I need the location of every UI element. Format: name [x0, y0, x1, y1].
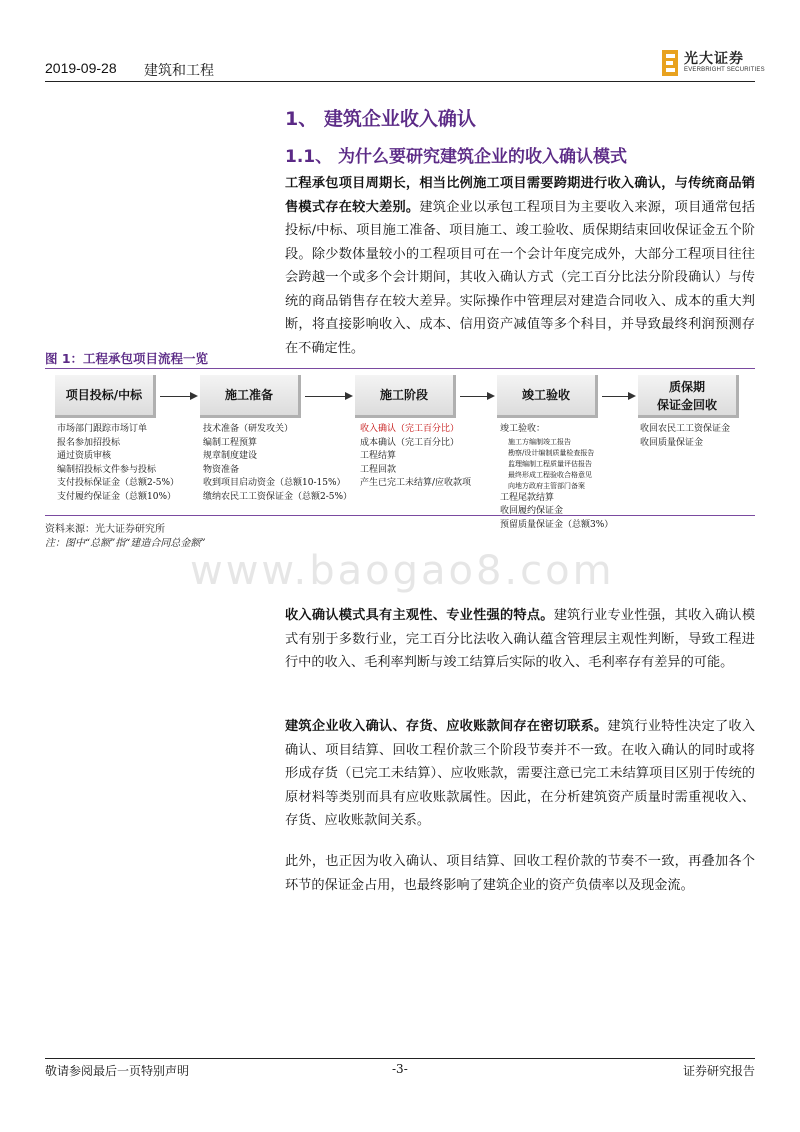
detail-subitem: 施工方编制竣工报告	[508, 437, 571, 446]
detail-subitem: 监理编制工程质量评估报告	[508, 459, 592, 468]
arrow-2-head-icon	[345, 392, 353, 400]
detail-item: 编制工程预算	[203, 437, 258, 448]
stage-construction: 施工阶段	[355, 375, 456, 418]
footer-disclaimer: 敬请参阅最后一页特别声明	[45, 1064, 190, 1078]
figure-source: 资料来源：光大证券研究所	[45, 524, 165, 535]
footer-rule	[45, 1058, 755, 1059]
detail-item: 市场部门跟踪市场订单	[57, 424, 148, 434]
paragraph-2-lead: 收入确认模式具有主观性、专业性强的特点。	[285, 608, 554, 623]
detail-item: 物资准备	[203, 464, 240, 475]
figure-title: 图 1：工程承包项目流程一览	[45, 351, 209, 366]
detail-item: 预留质量保证金（总额3%）	[500, 519, 614, 530]
arrow-3	[460, 396, 489, 397]
watermark: www.baogao8.com	[190, 548, 615, 594]
paragraph-4	[285, 850, 755, 897]
stage-bidding: 项目投标/中标	[55, 375, 156, 418]
paragraph-1-body: 建筑企业以承包工程项目为主要收入来源，项目通常包括投标/中标、项目施工准备、项目施工、竣工验收、质保期结束回收保证金五个阶段。除少数体量较小的工程项目可在一个会计年度完成外，大部分工程项目往往会跨越一个或多个会计期间，其收入确认方式（完工百分比法分阶段确认）与传统的商品销售存在较大差异。实际操作中管理层对建造合同收入、成本的重大判断，将直接影响收入、成本、信用资产减值等多个科目，并导致最终利润预测存在不确定性。	[285, 199, 756, 356]
detail-item: 工程回款	[360, 464, 397, 475]
detail-item: 规章制度建设	[203, 451, 258, 461]
subsection-heading: 1.1、 为什么要研究建筑企业的收入确认模式	[285, 147, 628, 167]
paragraph-3-lead: 建筑企业收入确认、存货、应收账款间存在密切联系。	[285, 719, 608, 734]
detail-item: 竣工验收：	[500, 424, 546, 434]
stage-preparation-details	[203, 423, 352, 504]
detail-item: 报名参加招投标	[57, 437, 121, 448]
arrow-3-head-icon	[487, 392, 495, 400]
detail-subitem: 向地方政府主管部门备案	[508, 481, 585, 490]
detail-item: 缴纳农民工工资保证金（总额2-5%）	[203, 491, 353, 502]
stage-warranty-details	[640, 423, 730, 450]
arrow-4	[602, 396, 630, 397]
detail-item: 收回质量保证金	[640, 437, 704, 448]
arrow-1	[160, 396, 192, 397]
paragraph-3-body: 建筑行业特性决定了收入确认、项目结算、回收工程价款三个阶段节奏并不一致。在收入确认的同时或将形成存货（已完工未结算）、应收账款，需要注意已完工未结算项目区别于传统的原材料等类别而具有应收账款属性。因此，在分析建筑资产质量时需重视收入、存货、应收账款间关系。	[285, 719, 756, 828]
stage-acceptance: 竣工验收	[497, 375, 598, 418]
detail-item: 收到项目启动资金（总额10-15%）	[203, 478, 346, 488]
detail-item: 技术准备（研发攻关）	[203, 424, 294, 434]
paragraph-2-body: 建筑行业专业性强，其收入确认模式有别于多数行业，完工百分比法收入确认蕴含管理层主观性判断，导致工程进行中的收入、毛利率判断与竣工结算后实际的收入、毛利率存有差异的可能。	[285, 608, 756, 670]
figure-top-rule	[45, 368, 755, 369]
arrow-1-head-icon	[190, 392, 198, 400]
paragraph-1-lead: 工程承包项目周期长，相当比例施工项目需要跨期进行收入确认，与传统商品销售模式存在较大差别。	[285, 176, 755, 215]
detail-item: 支付履约保证金（总额10%）	[57, 491, 177, 502]
stage-bidding-details	[57, 423, 179, 504]
detail-item: 工程结算	[360, 451, 397, 461]
report-date: 2019-09-28	[45, 60, 117, 76]
paragraph-1	[285, 172, 755, 360]
paragraph-3	[285, 715, 755, 833]
report-sector: 建筑和工程	[144, 62, 214, 78]
detail-item: 产生已完工未结算/应收款项	[360, 478, 472, 488]
section-heading: 1、 建筑企业收入确认	[285, 108, 476, 130]
detail-subitem: 最终形成工程验收合格意见	[508, 470, 592, 479]
stage-warranty: 质保期 保证金回收	[638, 375, 739, 418]
detail-item: 成本确认（完工百分比）	[360, 437, 460, 448]
detail-item-highlight: 收入确认（完工百分比）	[360, 424, 460, 434]
page-number: -3-	[392, 1062, 408, 1076]
paragraph-4-body: 此外，也正因为收入确认、项目结算、回收工程价款的节奏不一致，再叠加各个环节的保证金占用，也最终影响了建筑企业的资产负债率以及现金流。	[285, 854, 755, 893]
footer-report-type: 证券研究报告	[683, 1064, 756, 1078]
detail-subitem: 勘察/设计编制质量检查报告	[508, 448, 595, 457]
figure-bottom-rule	[45, 515, 755, 516]
detail-item: 工程尾款结算	[500, 492, 555, 503]
figure-note: 注：图中“总额”指“建造合同总金额”	[45, 538, 206, 549]
paragraph-2	[285, 604, 755, 675]
detail-item: 编制招投标文件参与投标	[57, 464, 157, 475]
logo-text-en: EVERBRIGHT SECURITIES	[684, 67, 765, 73]
arrow-4-head-icon	[628, 392, 636, 400]
logo-text-cn: 光大证券	[684, 51, 744, 67]
arrow-2	[305, 396, 347, 397]
detail-item: 支付投标保证金（总额2-5%）	[57, 478, 180, 488]
detail-item: 收回履约保证金	[500, 506, 564, 516]
stage-preparation: 施工准备	[200, 375, 301, 418]
stage-construction-details	[360, 423, 471, 491]
detail-item: 通过资质审核	[57, 451, 112, 461]
detail-item: 收回农民工工资保证金	[640, 424, 731, 434]
header-rule	[45, 81, 755, 82]
